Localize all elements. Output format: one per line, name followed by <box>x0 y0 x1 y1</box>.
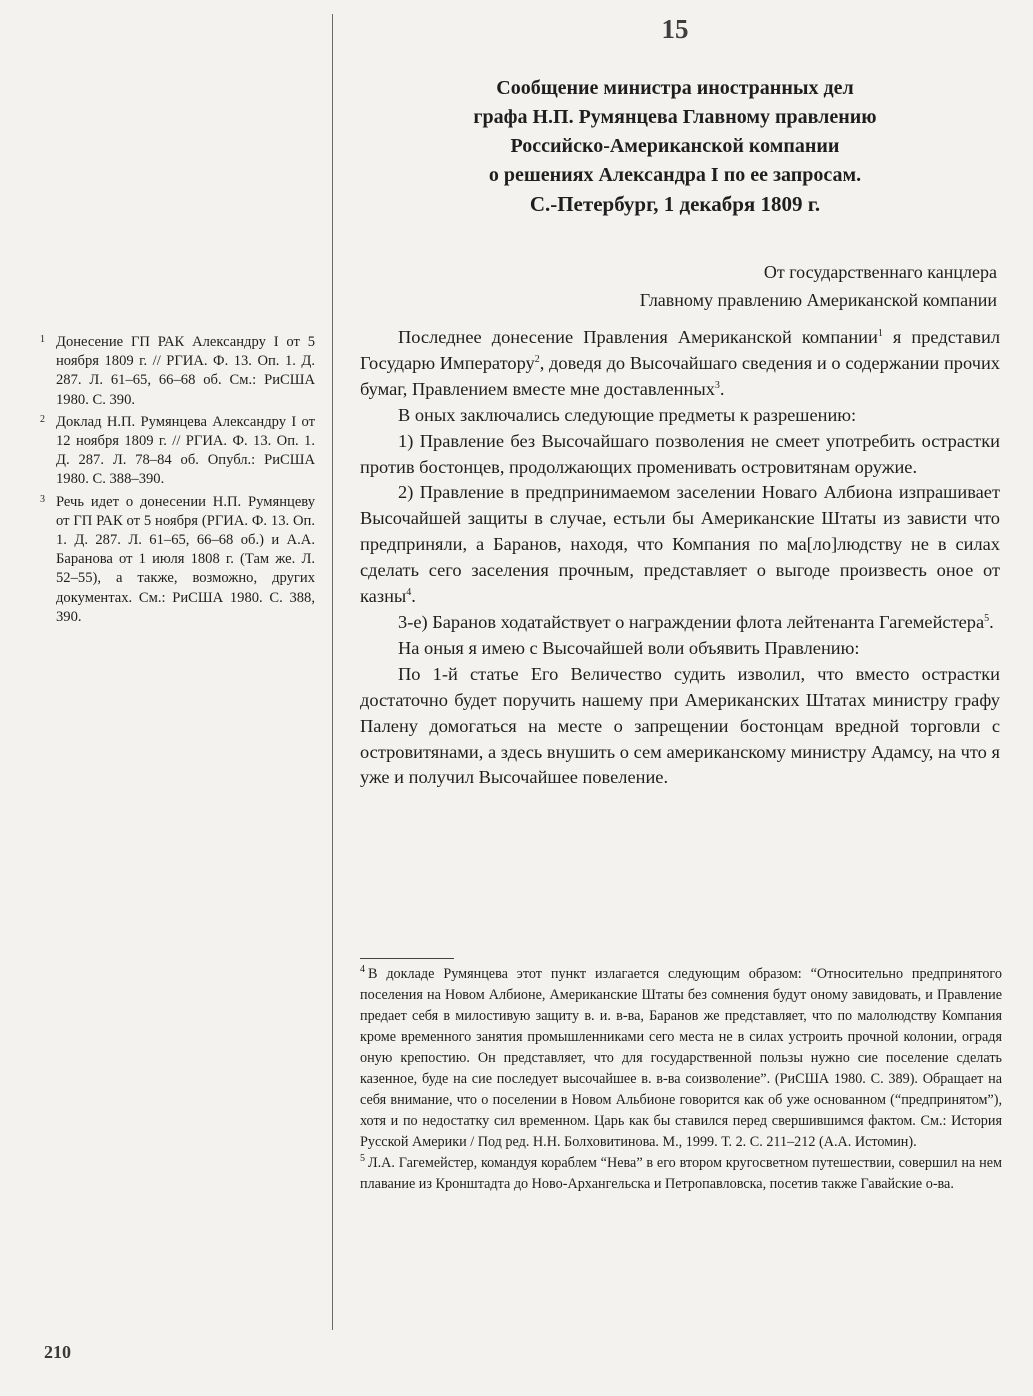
paragraph: На оныя я имею с Высочайшей воли объявить Правлению: <box>398 637 860 658</box>
title-line: Российско-Американской компании <box>510 135 840 157</box>
document-number: 15 <box>661 14 689 44</box>
title-line: Сообщение министра иностранных дел <box>496 77 854 99</box>
paragraph: В оных заключались следующие предметы к разрешению: <box>398 404 857 425</box>
margin-note-3: 3 Речь идет о донесении Н.П. Румянцеву от ГП РАК от 5 ноября (РГИА. Ф. 13. Оп. 1. Д. 287. Л. 61–65, 66–68 об.) и А.А. Баранова от 1 июля 1808 г. (Там же. Л. 52–55), а также, возможно, других документах. См.: РиСША 1980. С. 388, 390. <box>40 493 315 625</box>
footnote-ref: 3 <box>714 379 720 391</box>
address-to: Главному правлению Американской компании <box>639 290 997 310</box>
margin-note-1: 1 Донесение ГП РАК Александру I от 5 ноября 1809 г. // РГИА. Ф. 13. Оп. 1. Д. 287. Л. 61–65, 66–68 об. См.: РиСША 1980. С. 390. <box>40 334 315 408</box>
footnote-ref: 5 <box>984 612 990 624</box>
document-title <box>340 74 1010 219</box>
paragraph: 3-е) Баранов ходатайствует о награждении флота лейтенанта Гагемейстера$^5$. <box>398 611 994 632</box>
paragraph: 2) Правление в предпринимаемом заселении Новаго Албиона изпрашивает Высочайшей защиты в случае, естьли бы Американские Штаты из зависти что предприняли, а Баранов, находя, что Компания по ма[ло]людству не в силах сделать сего заселения прочным, представляет о выгоде произвесть оное от казны$^4$. <box>360 482 1000 607</box>
address-block <box>640 258 997 314</box>
paragraph: Последнее донесение Правления Американской компании$^1$ я представил Государю Императору$^2$, доведя до Высочайшаго сведения и о содержании прочих бумаг, Правлением вместе мне доставленных$^3$. <box>360 327 1001 399</box>
address-from: От государственнаго канцлера <box>763 262 997 282</box>
footnote-ref: 1 <box>877 327 883 339</box>
footnotes <box>360 964 1002 1195</box>
footnote-divider <box>360 958 454 959</box>
footnote-4: $^4$ В докладе Румянцева этот пункт излагается следующим образом: “Относительно предпринятого поселения на Новом Албионе, Американские Штаты без сомнения будут оному завидовать, и Правление предает себя в милостивую защиту в. и. в-ва, Баранов же представляет, что по малолюдству Компания кроме временного занятия промышленниками сего места не в силах устроить прочной колонии, оградя оную крепостию. Он представляет, что для государственной пользы нужно сие поселение сделать казенное, буде на сие последует высочайшее в. в-ва соизволение”. (РиСША 1980. С. 389). Обращает на себя внимание, что о поселении в Новом Альбионе говорится как об уже основанном (“предпринятом”), хотя и по недостатку сил временном. Царь как бы ставился перед свершившимся фактом. См.: История Русской Америки / Под ред. Н.Н. Болховитинова. М., 1999. Т. 2. С. 211–212 (А.А. Истомин). <box>360 964 1002 1150</box>
title-date-line: С.-Петербург, 1 декабря 1809 г. <box>529 192 821 216</box>
paragraph: 1) Правление без Высочайшаго позволения не смеет употребить острастки против бостонцев, продолжающих променивать островитянам оружие. <box>360 430 1000 477</box>
margin-notes <box>40 333 315 630</box>
column-divider <box>332 14 333 1330</box>
footnote-5: $^5$ Л.А. Гагемейстер, командуя кораблем “Нева” в его втором кругосветном путешествии, совершил на нем плавание из Кронштадта до Ново-Архангельска и Петропавловска, посетив также Гавайские о-ва. <box>360 1153 1002 1192</box>
footnote-ref: 2 <box>534 353 540 365</box>
margin-note-2: 2 Доклад Н.П. Румянцева Александру I от 12 ноября 1809 г. // РГИА. Ф. 13. Оп. 1. Д. 287. Л. 78–84 об. Опубл.: РиСША 1980. С. 388–390. <box>40 413 315 488</box>
page-number: 210 <box>44 1342 71 1362</box>
title-line: о решениях Александра I по ее запросам. <box>488 164 862 186</box>
document-body <box>360 325 1000 791</box>
title-line: графа Н.П. Румянцева Главному правлению <box>473 106 877 128</box>
footnote-ref: 4 <box>406 586 412 598</box>
paragraph: По 1-й статье Его Величество судить изволил, что вместо острастки достаточно будет поручить нашему при Американских Штатах министру графу Палену домогаться на месте о запрещении бостонцам вредной торговли с островитянами, а здесь внушить о сем американскому министру Адамсу, на что я уже и получил Высочайшее повеление. <box>360 663 1000 788</box>
